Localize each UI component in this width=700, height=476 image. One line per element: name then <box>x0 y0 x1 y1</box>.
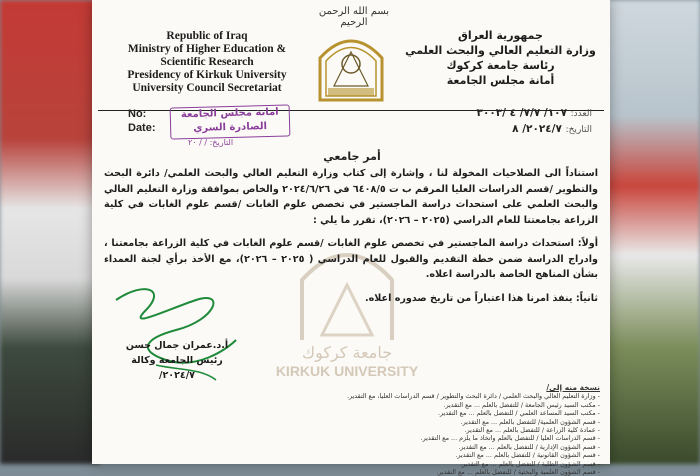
header-arabic <box>403 28 598 88</box>
copies-item: - قسم الدراسات العليا / للتفضل بالعلم واتخاذ ما يلزم ... مع التقدير. <box>420 434 600 443</box>
signatory-date: ٢٠٢٤/٧/ <box>159 370 195 381</box>
header-en-line: University Council Secretariat <box>132 82 282 94</box>
item-1-text: استحداث دراسة الماجستير في تخصص علوم الغابات /قسم علوم الغابات في كلية الزراعة بجامعتنا ، وادراج الدراسة ضمن خطة التقديم والقبول للعام الدراسي ( ٢٠٢٥ – ٢٠٢٦)، مع الأخذ برأي لجنة العمداء بشأن المناهج الخاصة بالدراسة اعلاه. <box>104 238 598 280</box>
stamp-line: امانة مجلس الجامعة <box>180 106 279 121</box>
signatory-title: رئيس الجامعة وكالة <box>131 355 223 366</box>
reference-number: ١٠٧/ ٧/٧/ ٤ /٣٠٠٣ <box>476 107 567 119</box>
copies-item: - قسم الشؤون الطلبة / للتفضل بالعلم ... مع التقدير. <box>460 459 600 468</box>
header-ar-line: وزارة التعليم العالي والبحث العلمي <box>405 44 596 57</box>
item-1-lead: أولاً: <box>577 238 598 249</box>
number-label-ar: العدد: <box>570 109 592 119</box>
header-en-line: Ministry of Higher Education & <box>127 43 287 55</box>
reference-date-row <box>477 122 592 138</box>
item-2-lead: ثانياً: <box>575 292 598 304</box>
document-page <box>92 0 610 476</box>
header-ar-line: رئاسة جامعة كركوك <box>446 59 555 72</box>
copies-item: - قسم الشؤون العلمية والبحثية / للتفضل بالعلم ... مع التقدير. <box>436 468 600 476</box>
copies-item: - عمادة كلية الزراعة / للتفضل بالعلم ... مع التقدير. <box>464 426 600 435</box>
header-ar-line: أمانة مجلس الجامعة <box>446 74 555 87</box>
watermark-arabic-text: جامعة كركوك <box>301 343 393 362</box>
document-title: أمر جامعي <box>323 150 381 163</box>
reference-arabic <box>477 106 592 138</box>
copies-item: - وزارة التعليم العالي والبحث العلمي / دائرة البحث والتطوير / قسم الدراسات العليا، مع التقدير. <box>346 392 600 401</box>
copies-item: - مكتب السيد رئيس الجامعة / للتفضل بالعلم ... مع التقدير. <box>443 400 600 409</box>
number-label-en: No: <box>128 108 147 120</box>
copies-heading: نسخة منه إلى/ <box>546 383 600 392</box>
reference-number-row <box>477 106 592 122</box>
basmala: بسم الله الرحمن الرحيم <box>318 6 390 28</box>
secretariat-stamp <box>170 104 291 139</box>
header-ar-line: جمهورية العراق <box>458 29 543 42</box>
watermark-english-text: KIRKUK UNIVERSITY <box>275 363 419 379</box>
copies-list <box>346 383 600 476</box>
item-2-text: ينفذ امرنا هذا اعتباراً من تاريخ صدوره اعلاه. <box>364 292 573 304</box>
date-label-ar: التاريخ: <box>565 125 592 135</box>
header-english <box>102 30 312 95</box>
copies-item: - قسم الشؤون الإدارية / للتفضل بالعلم ... مع التقدير. <box>458 442 600 451</box>
copies-item: - قسم الشؤون القانونية / للتفضل بالعلم ... مع التقدير. <box>455 451 600 460</box>
stamp-date: التاريخ: / / ٢٠ <box>188 138 234 147</box>
date-label-en: Date: <box>128 122 156 134</box>
signatory-name: أ.د.عمران جمال حسن <box>125 340 229 351</box>
copies-item: - قسم الشؤون العلمية/ للتفضل بالعلم ... مع التقدير. <box>460 417 600 426</box>
header-en-line: Scientific Research <box>160 56 254 68</box>
header-en-line: Republic of Iraq <box>166 30 248 42</box>
signatory-block <box>122 338 232 383</box>
header-en-line: Presidency of Kirkuk University <box>127 69 287 81</box>
reference-date: ٢٠٢٤/٧/ ٨ <box>512 123 562 135</box>
body-intro: استناداً الى الصلاحيات المخولة لنا ، وإشارة إلى كتاب وزارة التعليم العالي والبحث العلمي/ دائرة البحث والتطوير /قسم الدراسات العليا المرقم ب ت ٦٤٠٨/٥ في ٢٠٢٤/٦/٢٦ والخاص بموافقة وزارة التعليم العالي والبحث العلمي على استحداث دراسة الماجستير في تخصص علوم الغابات /قسم علوم الغابات في كلية الزراعة بجامعتنا للعام الدراسي (٢٠٢٥ – ٢٠٢٦)، تقرر ما يلي : <box>104 168 599 226</box>
background-left <box>0 0 100 464</box>
copies-item: - مكتب السيد المساعد العلمي / للتفضل بالعلم ... مع التقدير. <box>437 409 600 418</box>
university-logo-icon <box>314 30 388 102</box>
stamp-line: الصادرة السري <box>193 121 268 134</box>
